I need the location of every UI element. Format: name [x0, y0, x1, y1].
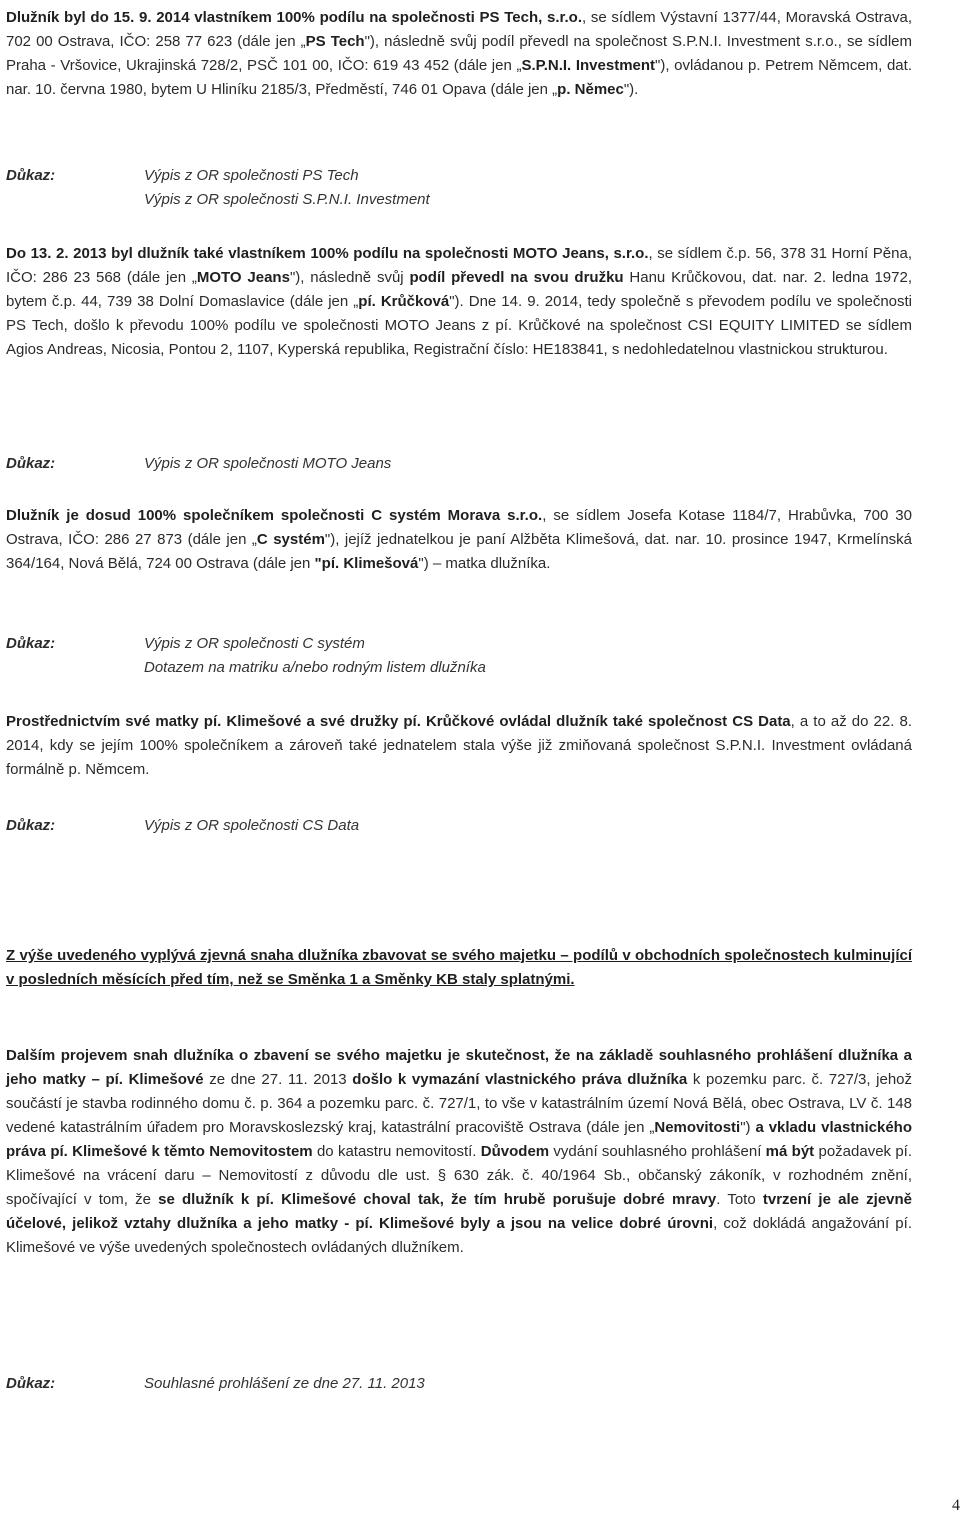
paragraph-bold-text: pí. Krůčková — [358, 293, 450, 310]
paragraph-bold-text: "pí. Klimešová — [314, 555, 419, 572]
paragraph-bold-text: se dlužník k pí. Klimešové choval tak, že tím hrubě porušuje dobré mravy — [158, 1191, 717, 1208]
paragraph-bold-text: p. Němec — [557, 81, 624, 98]
paragraph-text: "). — [623, 81, 639, 98]
paragraph-bold-text: Do 13. 2. 2013 byl dlužník také vlastníkem 100% podílu na společnosti MOTO Jeans, s.r.o. — [6, 245, 649, 262]
evidence-label: Důkaz: — [6, 1375, 56, 1392]
evidence-label: Důkaz: — [6, 455, 56, 472]
evidence-item: Výpis z OR společnosti C systém — [144, 635, 365, 652]
evidence-items — [144, 1372, 425, 1396]
conclusion-statement: Z výše uvedeného vyplývá zjevná snaha dlužníka zbavovat se svého majetku – podílů v obchodních společnostech kulminující v posledních měsících před tím, než se Směnka 1 a Směnky KB staly splatnými. — [6, 947, 912, 988]
paragraph-text: , se sídlem Praha - Vršovice, Ukrajinská 728/2, PSČ 101 00, IČO: 619 43 452 (dále jen „ — [6, 33, 912, 74]
paragraph-text: ze dne 27. 11. 2013 — [203, 1071, 353, 1088]
evidence-item: Výpis z OR společnosti CS Data — [144, 817, 360, 834]
paragraph-text: k pozemku parc. č. 727/3, jehož součástí je stavba rodinného domu č. p. 364 a pozemku parc. č. 727/1, to vše v katastrálním území Nová Bělá, obec Ostrava, LV č. 148 vedené katastrálním úřadem pro Moravskoslezský kraj, katastrální pracoviště Ostrava (dále jen „ — [6, 1071, 913, 1136]
paragraph-nemovitosti — [6, 1044, 912, 1260]
paragraph-bold-text: má být — [765, 1143, 815, 1160]
paragraph-text: . Toto — [716, 1191, 763, 1208]
paragraph-text: "), následně svůj — [289, 269, 410, 286]
evidence-label: Důkaz: — [6, 167, 56, 184]
evidence-item: Dotazem na matriku a/nebo rodným listem dlužníka — [144, 659, 486, 676]
paragraph-bold-text: PS Tech — [305, 33, 365, 50]
page-number: 4 — [952, 1497, 960, 1514]
paragraph-text: "). Dne 14. 9. 2014, tedy společně s převodem podílu ve společnosti PS Tech, došlo k převodu 100% podílu ve společnosti MOTO Jeans z pí. Krůčkové na společnost CSI EQUITY LIMITED se sídlem Agios Andreas, Nicosia, Pontou 2, 1107, Kyperská republika, Registrační číslo: HE183841, s nedohledatelnou vlastnickou strukturou. — [6, 293, 913, 358]
evidence-label: Důkaz: — [6, 635, 56, 652]
evidence-item: Výpis z OR společnosti MOTO Jeans — [144, 455, 392, 472]
paragraph-text: , se sídlem Josefa Kotase 1184/7, Hrabůvka, 700 30 Ostrava, IČO: 286 27 873 (dále jen „ — [6, 507, 912, 548]
paragraph-bold-text: Dlužník byl do 15. 9. 2014 vlastníkem 100% podílu na společnosti PS Tech, s.r.o. — [6, 9, 582, 26]
paragraph-text: , se sídlem Výstavní 1377/44, Moravská Ostrava, 702 00 Ostrava, IČO: 258 77 623 (dále jen „ — [6, 9, 912, 50]
evidence-item: Výpis z OR společnosti S.P.N.I. Investment — [144, 191, 430, 208]
evidence-items — [144, 632, 486, 680]
paragraph-c-system — [6, 504, 912, 576]
paragraph-bold-text: a vkladu vlastnického práva pí. Klimešové k těmto Nemovitostem — [6, 1119, 912, 1160]
evidence-items — [144, 814, 359, 838]
paragraph-bold-text: tvrzení je ale zjevně účelové, jelikož vztahy dlužníka a jeho matky - pí. Klimešové byly a jsou na velice dobré úrovni — [6, 1191, 913, 1232]
evidence-items — [144, 164, 430, 212]
paragraph-ps-tech — [6, 6, 912, 102]
paragraph-bold-text: Dalším projevem snah dlužníka o zbavení se svého majetku je skutečnost, že na základě souhlasného prohlášení dlužníka a jeho matky – pí. Klimešové — [6, 1047, 912, 1088]
paragraph-text: požadavek pí. Klimešové na vrácení daru – Nemovitostí z důvodu dle ust. § 630 zák. č. 40/1964 Sb., občanský zákoník, v rozhodném znění, spočívající v tom, že — [6, 1143, 913, 1208]
paragraph-text: do katastru nemovitostí. — [312, 1143, 481, 1160]
paragraph-text: , což dokládá angažování pí. Klimešové ve výše uvedených společnostech ovládaných dlužníkem. — [6, 1215, 912, 1256]
paragraph-cs-data — [6, 710, 912, 782]
paragraph-text: "), jejíž jednatelkou je paní Alžběta Klimešová, dat. nar. 10. prosince 1947, Krmelínská 364/164, Nová Bělá, 724 00 Ostrava (dále jen — [6, 531, 913, 572]
paragraph-text: ") – matka dlužníka. — [418, 555, 551, 572]
paragraph-bold-text: Dlužník je dosud 100% společníkem společnosti C systém Morava s.r.o. — [6, 507, 543, 524]
paragraph-bold-text: došlo k vymazání vlastnického práva dlužníka — [352, 1071, 688, 1088]
paragraph-text: , a to až do 22. 8. 2014, kdy se jejím 100% společníkem a zároveň také jednatelem stala výše již zmiňovaná společnost S.P.N.I. Investment ovládaná formálně p. Němcem. — [6, 713, 912, 778]
paragraph-moto-jeans — [6, 242, 912, 362]
evidence-items — [144, 452, 391, 476]
paragraph-text: "), následně svůj podíl převedl na společnost S.P.N.I. Investment s.r.o. — [364, 33, 838, 50]
paragraph-text: Hanu Krůčkovou, dat. nar. 2. ledna 1972, bytem č.p. 44, 739 38 Dolní Domaslavice (dále jen „ — [6, 269, 913, 310]
evidence-item: Souhlasné prohlášení ze dne 27. 11. 2013 — [144, 1375, 425, 1392]
paragraph-text: "), ovládanou p. Petrem Němcem, dat. nar. 10. června 1980, bytem U Hliníku 2185/3, Předměstí, 746 01 Opava (dále jen „ — [6, 57, 912, 98]
paragraph-bold-text: S.P.N.I. Investment — [521, 57, 656, 74]
paragraph-bold-text: Důvodem — [480, 1143, 550, 1160]
paragraph-bold-text: podíl převedl na svou družku — [409, 269, 624, 286]
evidence-label: Důkaz: — [6, 817, 56, 834]
paragraph-bold-text: C systém — [256, 531, 325, 548]
paragraph-text: ") — [740, 1119, 756, 1136]
paragraph-text: , se sídlem č.p. 56, 378 31 Horní Pěna, IČO: 286 23 568 (dále jen „ — [6, 245, 912, 286]
evidence-item: Výpis z OR společnosti PS Tech — [144, 167, 359, 184]
paragraph-text: vydání souhlasného prohlášení — [549, 1143, 766, 1160]
paragraph-bold-text: Prostřednictvím své matky pí. Klimešové a své družky pí. Krůčkové ovládal dlužník také společnost CS Data — [6, 713, 791, 730]
paragraph-bold-text: MOTO Jeans — [196, 269, 290, 286]
paragraph-bold-text: Nemovitosti — [654, 1119, 741, 1136]
